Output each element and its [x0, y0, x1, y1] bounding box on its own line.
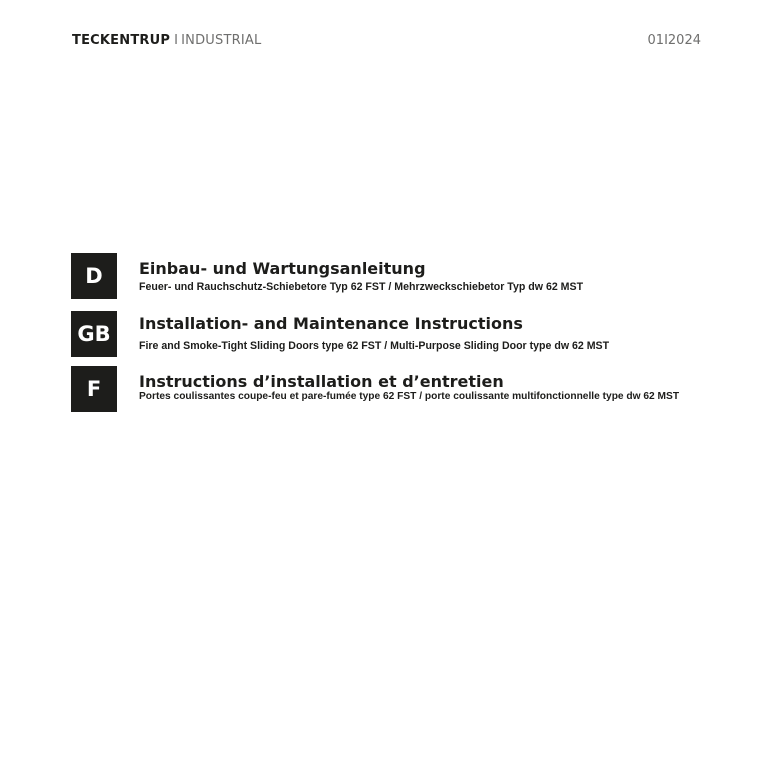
section-subtitle: Feuer- und Rauchschutz-Schiebetore Typ 62 FST / Mehrzweckschiebetor Typ dw 62 MST: [139, 281, 584, 293]
section-subtitle: Fire and Smoke-Tight Sliding Doors type 62 FST / Multi-Purpose Sliding Door type dw 62 MST: [139, 340, 610, 352]
section-title: Instructions d’installation et d’entretien: [139, 372, 504, 391]
section-title: Installation- and Maintenance Instructions: [139, 314, 523, 333]
section-title: Einbau- und Wartungsanleitung: [139, 259, 426, 278]
language-code-badge: GB: [71, 311, 117, 357]
section-subtitle: Portes coulissantes coupe-feu et pare-fumée type 62 FST / porte coulissante multifonctionnelle type dw 62 MST: [139, 391, 680, 402]
brand-line: [72, 33, 261, 48]
language-code-badge: D: [71, 253, 117, 299]
page-header: [72, 33, 701, 51]
brand-division: INDUSTRIAL: [181, 33, 262, 48]
language-section-de: [71, 253, 761, 299]
language-section-gb: [71, 311, 761, 357]
document-date: 01I2024: [647, 33, 701, 48]
language-code-badge: F: [71, 366, 117, 412]
brand-name: TECKENTRUP: [72, 33, 171, 48]
brand-separator: I: [174, 33, 179, 48]
language-section-fr: [71, 366, 761, 412]
